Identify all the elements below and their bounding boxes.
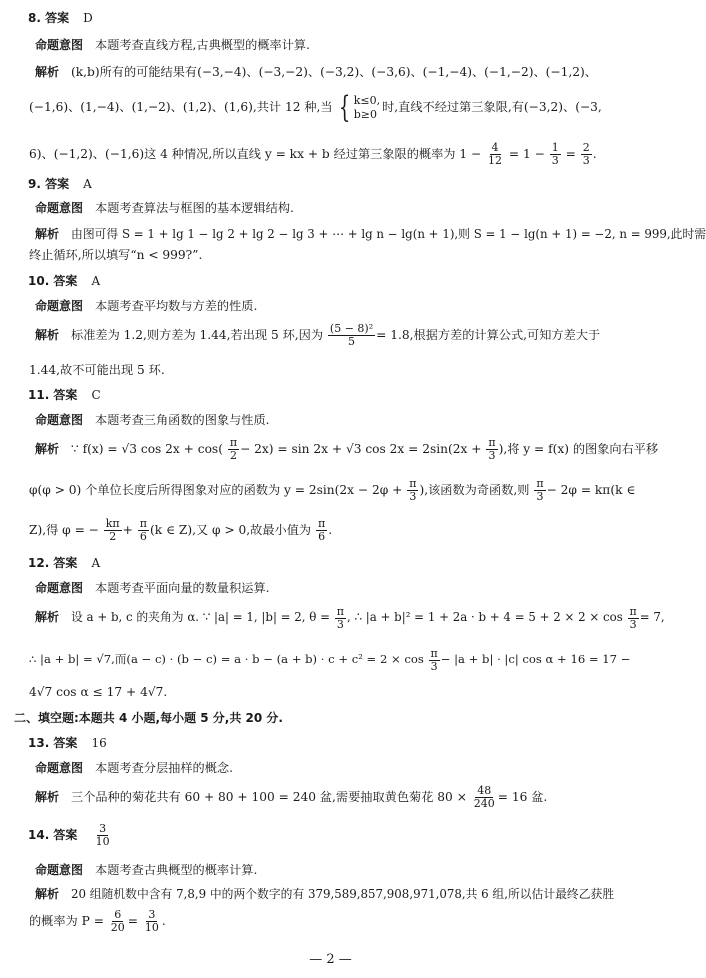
section-heading-fill-in: 二、填空题:本题共 4 小题,每小题 5 分,共 20 分. [14,711,283,725]
q9-heading: 9. 答案 A [28,177,92,191]
q12-heading: 12. 答案 A [28,556,101,570]
q13-answer: 16 [91,736,107,750]
q12-intent: 命题意图 本题考查平面向量的数量积运算. [35,581,270,595]
q10-answer: A [91,274,101,288]
q8-answer: D [83,11,93,25]
q8-intent: 命题意图 本题考查直线方程,古典概型的概率计算. [35,38,310,52]
q8-analysis-line2: (−1,6)、(1,−4)、(1,−2)、(1,2)、(1,6),共计 12 种,当 { k≤0, b≥0 时,直线不经过第三象限,有(−3,2)、(−3, [29,89,602,125]
q11-analysis-line2: φ(φ > 0) 个单位长度后所得图象对应的函数为 y = 2sin(2x − 2φ + $\frac{\pi}{3}$ ),该函数为奇函数,则 $\frac{\pi}{3}$ − 2φ = kπ(k ∈ [29,477,636,503]
q14-intent: 命题意图 本题考查古典概型的概率计算. [35,863,258,877]
q8-heading: 8. 答案 D [28,11,93,25]
q11-analysis-line3: Z),得 φ = − $\frac{k\pi}{2}$ + $\frac{\pi}{6}$ (k ∈ Z),又 φ > 0,故最小值为 $\frac{\pi}{6}$ . [29,517,333,543]
q11-answer: C [91,388,101,402]
q10-analysis-line1: 解析 标准差为 1.2,则方差为 1.44,若出现 5 环,因为 $\frac{\text{(5 − 8)²}}{5}$ = 1.8,根据方差的计算公式,可知方差大于 [35,322,601,348]
q8-analysis-line3: 6)、(−1,2)、(−1,6)这 4 种情况,所以直线 y = kx + b 经过第三象限的概率为 1 − $\frac{4}{12}$ = 1 − $\frac{1}{3}$ = $\frac{2}{3}$ . [29,141,597,167]
q10-intent: 命题意图 本题考查平均数与方差的性质. [35,299,258,313]
q13-heading: 13. 答案 16 [28,736,107,750]
q13-intent: 命题意图 本题考查分层抽样的概念. [35,761,233,775]
q12-analysis-line2: ∴ |a + b| = √7,而(a − c) · (b − c) = a · b − (a + b) · c + c² = 2 × cos $\frac{\pi}{3}$ − |a + b| · |c| cos α + 16 = 17 − [29,646,631,673]
q12-analysis-line3: 4√7 cos α ≤ 17 + 4√7. [29,685,168,699]
q14-heading: 14. 答案 $\frac{3}{10}$ [28,822,110,848]
q11-intent: 命题意图 本题考查三角函数的图象与性质. [35,413,270,427]
q8-analysis-line1: 解析 (k,b)所有的可能结果有(−3,−4)、(−3,−2)、(−3,2)、(−3,6)、(−1,−4)、(−1,−2)、(−1,2)、 [35,65,597,79]
page-number: — 2 — [309,952,352,967]
q14-analysis-line2: 的概率为 P = $\frac{6}{20}$ = $\frac{3}{10}$ . [29,908,166,934]
q9-intent: 命题意图 本题考查算法与框图的基本逻辑结构. [35,201,294,215]
q12-analysis-line1: 解析 设 a + b, c 的夹角为 α. ∵ |a| = 1, |b| = 2, θ = $\frac{\pi}{3}$ , ∴ |a + b|² = 1 + 2a · b + 4 = 5 + 2 × 2 × cos $\frac{\pi}{3}$ = 7, [35,604,665,631]
q11-heading: 11. 答案 C [28,388,101,402]
q14-answer: $\frac{3}{10}$ [95,822,110,848]
q8-condition-brace: { k≤0, b≥0 [338,89,381,125]
q9-analysis-line2: 终止循环,所以填写“n < 999?”. [29,248,203,262]
q13-analysis-line1: 解析 三个品种的菊花共有 60 + 80 + 100 = 240 盆,需要抽取黄色菊花 80 × $\frac{48}{240}$ = 16 盆. [35,784,548,810]
q9-analysis-line1: 解析 由图可得 S = 1 + lg 1 − lg 2 + lg 2 − lg 3 + ⋯ + lg n − lg(n + 1),则 S = 1 − lg(n + 1) = −2, n = 999,此时需 [35,227,706,241]
q10-analysis-line2: 1.44,故不可能出现 5 环. [29,363,165,377]
q10-heading: 10. 答案 A [28,274,101,288]
q9-answer: A [83,177,92,191]
q11-analysis-line1: 解析 ∵ f(x) = √3 cos 2x + cos( $\frac{\pi}{2}$ − 2x) = sin 2x + √3 cos 2x = 2sin(2x + $\frac{\pi}{3}$ ),将 y = f(x) 的图象向右平移 [35,436,659,462]
q12-answer: A [91,556,101,570]
q14-analysis-line1: 解析 20 组随机数中含有 7,8,9 中的两个数字的有 379,589,857,908,971,078,共 6 组,所以估计最终乙获胜 [35,887,615,901]
